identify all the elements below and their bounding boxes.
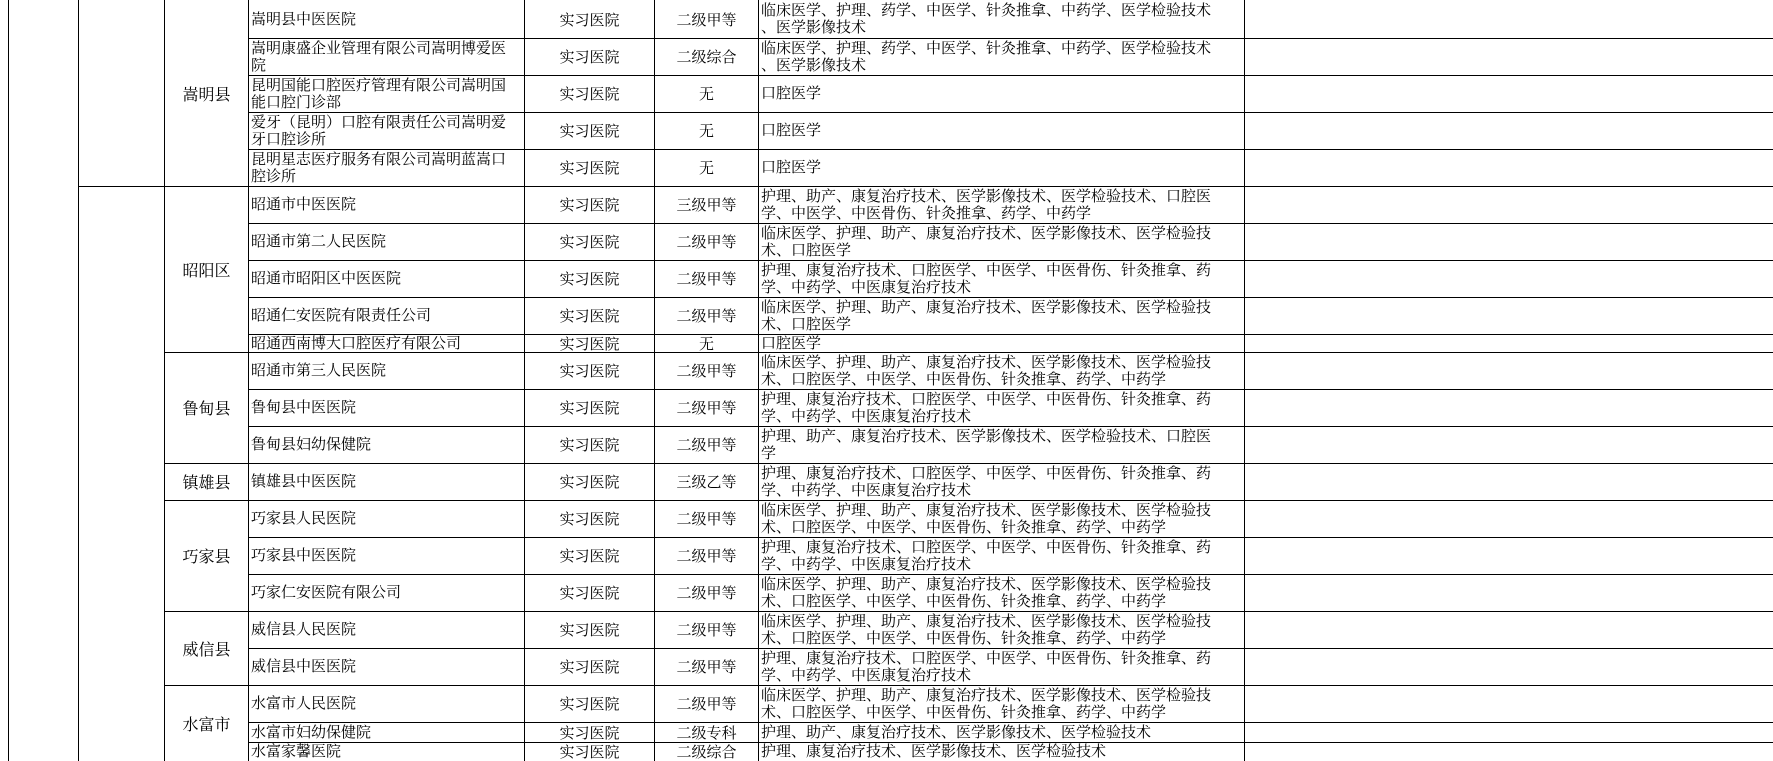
majors-line: 护理、康复治疗技术、口腔医学、中医学、中医骨伤、针灸推拿、药 <box>761 389 1212 408</box>
county-cell: 昭阳区 <box>182 260 231 280</box>
hospital-name-cell <box>249 297 524 334</box>
hospital-name-cell <box>249 500 524 537</box>
majors-line: 学、中药学、中医康复治疗技术 <box>761 480 972 499</box>
majors-cell <box>759 0 1244 38</box>
hospital-name-cell <box>249 389 524 426</box>
hospital-name-cell <box>249 648 524 685</box>
majors-line: 学、中药学、中医康复治疗技术 <box>761 406 972 425</box>
hospital-name-line: 昭通市第二人民医院 <box>251 232 387 250</box>
hospital-name-cell <box>249 685 524 722</box>
hospital-type-cell: 实习医院 <box>559 547 620 565</box>
hospital-grade-cell: 二级甲等 <box>676 621 737 639</box>
hospital-name-line: 腔诊所 <box>251 166 297 185</box>
majors-cell <box>759 648 1244 685</box>
grid-vline <box>1244 0 1245 761</box>
hospital-name-line: 鲁甸县妇幼保健院 <box>251 435 372 453</box>
majors-line: 口腔医学 <box>761 121 822 139</box>
majors-cell <box>759 75 1244 112</box>
hospital-grade-cell: 二级甲等 <box>676 695 737 713</box>
majors-line: 临床医学、护理、助产、康复治疗技术、医学影像技术、医学检验技 <box>761 352 1212 371</box>
majors-cell <box>759 352 1244 389</box>
majors-line: 护理、助产、康复治疗技术、医学影像技术、医学检验技术 <box>761 722 1152 741</box>
majors-cell <box>759 722 1244 742</box>
hospital-grade-cell: 三级乙等 <box>676 473 737 491</box>
hospital-name-cell <box>249 38 524 75</box>
hospital-grade-cell: 二级甲等 <box>676 233 737 251</box>
hospital-name-cell <box>249 352 524 389</box>
hospital-name-line: 嵩明康盛企业管理有限公司嵩明博爱医 <box>251 38 507 57</box>
majors-cell <box>759 426 1244 463</box>
hospital-type-cell: 实习医院 <box>559 695 620 713</box>
hospital-name-cell <box>249 537 524 574</box>
majors-line: 临床医学、护理、药学、中医学、针灸推拿、中药学、医学检验技术 <box>761 1 1212 19</box>
hospital-name-cell <box>249 223 524 260</box>
majors-cell <box>759 186 1244 223</box>
hospital-name-line: 嵩明县中医医院 <box>251 9 357 28</box>
hospital-type-cell: 实习医院 <box>559 307 620 325</box>
majors-line: 、医学影像技术 <box>761 55 867 74</box>
hospital-name-cell <box>249 742 524 761</box>
hospital-name-line: 镇雄县中医医院 <box>251 472 357 490</box>
hospital-grade-cell: 无 <box>698 334 714 352</box>
majors-line: 临床医学、护理、助产、康复治疗技术、医学影像技术、医学检验技 <box>761 685 1212 704</box>
hospital-grade-cell: 二级甲等 <box>676 436 737 454</box>
hospital-name-cell <box>249 334 524 352</box>
hospital-name-cell <box>249 75 524 112</box>
county-cell: 镇雄县 <box>182 473 231 492</box>
grid-hline <box>78 186 164 187</box>
majors-cell <box>759 537 1244 574</box>
hospital-grade-cell: 二级甲等 <box>676 584 737 602</box>
grid-vline <box>78 0 79 761</box>
hospital-type-cell: 实习医院 <box>559 10 620 29</box>
majors-line: 护理、康复治疗技术、医学影像技术、医学检验技术 <box>761 742 1107 760</box>
hospital-type-cell: 实习医院 <box>559 85 620 103</box>
hospital-grade-cell: 无 <box>698 122 714 140</box>
hospital-type-cell: 实习医院 <box>559 658 620 676</box>
majors-line: 术、口腔医学、中医学、中医骨伤、针灸推拿、药学、中药学 <box>761 369 1167 388</box>
hospital-name-line: 昆明星志医疗服务有限公司嵩明蓝嵩口 <box>251 149 507 168</box>
majors-line: 术、口腔医学、中医学、中医骨伤、针灸推拿、药学、中药学 <box>761 591 1167 610</box>
hospital-grade-cell: 二级甲等 <box>676 307 737 325</box>
hospital-grade-cell: 二级甲等 <box>676 270 737 288</box>
majors-line: 临床医学、护理、助产、康复治疗技术、医学影像技术、医学检验技 <box>761 611 1212 630</box>
majors-line: 临床医学、护理、助产、康复治疗技术、医学影像技术、医学检验技 <box>761 500 1212 519</box>
majors-line: 护理、助产、康复治疗技术、医学影像技术、医学检验技术、口腔医 <box>761 186 1212 205</box>
majors-line: 口腔医学 <box>761 334 822 352</box>
majors-line: 术、口腔医学 <box>761 240 852 259</box>
majors-line: 护理、康复治疗技术、口腔医学、中医学、中医骨伤、针灸推拿、药 <box>761 260 1212 279</box>
majors-line: 学、中药学、中医康复治疗技术 <box>761 554 972 573</box>
majors-line: 临床医学、护理、助产、康复治疗技术、医学影像技术、医学检验技 <box>761 574 1212 593</box>
hospital-name-line: 水富市人民医院 <box>251 694 357 712</box>
hospital-name-line: 能口腔门诊部 <box>251 92 342 111</box>
majors-cell <box>759 297 1244 334</box>
majors-line: 口腔医学 <box>761 84 822 102</box>
hospital-name-line: 院 <box>251 55 267 74</box>
hospital-name-line: 昭通市昭阳区中医医院 <box>251 269 402 287</box>
majors-line: 术、口腔医学、中医学、中医骨伤、针灸推拿、药学、中药学 <box>761 517 1167 536</box>
hospital-name-cell <box>249 149 524 186</box>
majors-cell <box>759 223 1244 260</box>
majors-cell <box>759 611 1244 648</box>
hospital-type-cell: 实习医院 <box>559 159 620 177</box>
hospital-grade-cell: 二级专科 <box>676 723 737 742</box>
majors-line: 护理、助产、康复治疗技术、医学影像技术、医学检验技术、口腔医 <box>761 426 1212 445</box>
hospital-name-line: 巧家县人民医院 <box>251 509 357 527</box>
hospital-type-cell: 实习医院 <box>559 233 620 251</box>
hospital-grade-cell: 二级甲等 <box>676 362 737 380</box>
hospital-name-line: 昭通市中医医院 <box>251 195 357 213</box>
majors-cell <box>759 463 1244 500</box>
hospital-type-cell: 实习医院 <box>559 436 620 454</box>
hospital-type-cell: 实习医院 <box>559 334 620 352</box>
hospital-type-cell: 实习医院 <box>559 196 620 214</box>
hospital-type-cell: 实习医院 <box>559 473 620 491</box>
hospital-name-line: 昭通西南博大口腔医疗有限公司 <box>251 334 462 352</box>
hospital-grade-cell: 二级甲等 <box>676 399 737 417</box>
grid-vline <box>8 0 9 761</box>
hospital-name-cell <box>249 0 524 38</box>
hospital-name-line: 水富家馨医院 <box>251 742 342 760</box>
majors-line: 学 <box>761 443 777 462</box>
county-cell: 威信县 <box>182 639 231 659</box>
majors-cell <box>759 685 1244 722</box>
majors-line: 护理、康复治疗技术、口腔医学、中医学、中医骨伤、针灸推拿、药 <box>761 537 1212 556</box>
county-cell: 水富市 <box>182 714 231 734</box>
majors-line: 口腔医学 <box>761 158 822 176</box>
hospital-name-line: 巧家县中医医院 <box>251 546 357 564</box>
hospital-name-line: 爱牙（昆明）口腔有限责任公司嵩明爱 <box>251 112 507 131</box>
hospital-name-cell <box>249 112 524 149</box>
hospital-type-cell: 实习医院 <box>559 270 620 288</box>
hospital-name-line: 巧家仁安医院有限公司 <box>251 583 402 601</box>
majors-line: 学、中药学、中医康复治疗技术 <box>761 665 972 684</box>
hospital-grade-cell: 二级综合 <box>676 743 737 761</box>
majors-cell <box>759 500 1244 537</box>
majors-line: 护理、康复治疗技术、口腔医学、中医学、中医骨伤、针灸推拿、药 <box>761 648 1212 667</box>
hospital-name-line: 水富市妇幼保健院 <box>251 722 372 741</box>
county-cell: 鲁甸县 <box>182 399 231 418</box>
hospital-grade-cell: 三级甲等 <box>676 196 737 214</box>
majors-cell <box>759 112 1244 149</box>
majors-line: 学、中药学、中医康复治疗技术 <box>761 277 972 296</box>
hospital-type-cell: 实习医院 <box>559 122 620 140</box>
hospital-grade-cell: 二级甲等 <box>676 510 737 528</box>
hospital-name-cell <box>249 260 524 297</box>
hospital-grade-cell: 无 <box>698 159 714 177</box>
hospital-type-cell: 实习医院 <box>559 510 620 528</box>
majors-cell <box>759 389 1244 426</box>
hospital-type-cell: 实习医院 <box>559 399 620 417</box>
hospital-type-cell: 实习医院 <box>559 743 620 761</box>
hospital-name-line: 鲁甸县中医医院 <box>251 398 357 416</box>
majors-line: 临床医学、护理、药学、中医学、针灸推拿、中药学、医学检验技术 <box>761 38 1212 57</box>
hospital-name-line: 牙口腔诊所 <box>251 129 327 148</box>
hospital-name-line: 威信县中医医院 <box>251 657 357 675</box>
hospital-type-cell: 实习医院 <box>559 362 620 380</box>
hospital-name-line: 昆明国能口腔医疗管理有限公司嵩明国 <box>251 75 507 94</box>
majors-line: 术、口腔医学、中医学、中医骨伤、针灸推拿、药学、中药学 <box>761 628 1167 647</box>
majors-line: 学、中医学、中医骨伤、针灸推拿、药学、中药学 <box>761 203 1092 222</box>
hospital-name-cell <box>249 463 524 500</box>
majors-cell <box>759 149 1244 186</box>
majors-cell <box>759 574 1244 611</box>
majors-cell <box>759 38 1244 75</box>
county-cell: 巧家县 <box>182 547 231 566</box>
majors-cell <box>759 334 1244 352</box>
hospital-name-line: 昭通仁安医院有限责任公司 <box>251 306 432 324</box>
hospital-name-cell <box>249 611 524 648</box>
hospital-type-cell: 实习医院 <box>559 723 620 742</box>
majors-line: 护理、康复治疗技术、口腔医学、中医学、中医骨伤、针灸推拿、药 <box>761 463 1212 482</box>
hospital-type-cell: 实习医院 <box>559 48 620 66</box>
majors-line: 、医学影像技术 <box>761 18 867 36</box>
hospital-type-cell: 实习医院 <box>559 584 620 602</box>
majors-line: 术、口腔医学、中医学、中医骨伤、针灸推拿、药学、中药学 <box>761 702 1167 721</box>
hospital-name-line: 威信县人民医院 <box>251 620 357 638</box>
hospital-name-line: 昭通市第三人民医院 <box>251 361 387 379</box>
majors-cell <box>759 742 1244 761</box>
hospital-name-cell <box>249 426 524 463</box>
hospital-name-cell <box>249 574 524 611</box>
hospital-grade-cell: 二级综合 <box>676 48 737 66</box>
hospital-name-cell <box>249 186 524 223</box>
majors-line: 术、口腔医学 <box>761 314 852 333</box>
majors-line: 临床医学、护理、助产、康复治疗技术、医学影像技术、医学检验技 <box>761 297 1212 316</box>
hospital-name-cell <box>249 722 524 742</box>
majors-line: 临床医学、护理、助产、康复治疗技术、医学影像技术、医学检验技 <box>761 223 1212 242</box>
county-cell: 嵩明县 <box>182 84 231 104</box>
majors-cell <box>759 260 1244 297</box>
hospital-grade-cell: 二级甲等 <box>676 10 737 29</box>
hospital-grade-cell: 无 <box>698 85 714 103</box>
hospital-type-cell: 实习医院 <box>559 621 620 639</box>
hospital-grade-cell: 二级甲等 <box>676 547 737 565</box>
hospital-grade-cell: 二级甲等 <box>676 658 737 676</box>
